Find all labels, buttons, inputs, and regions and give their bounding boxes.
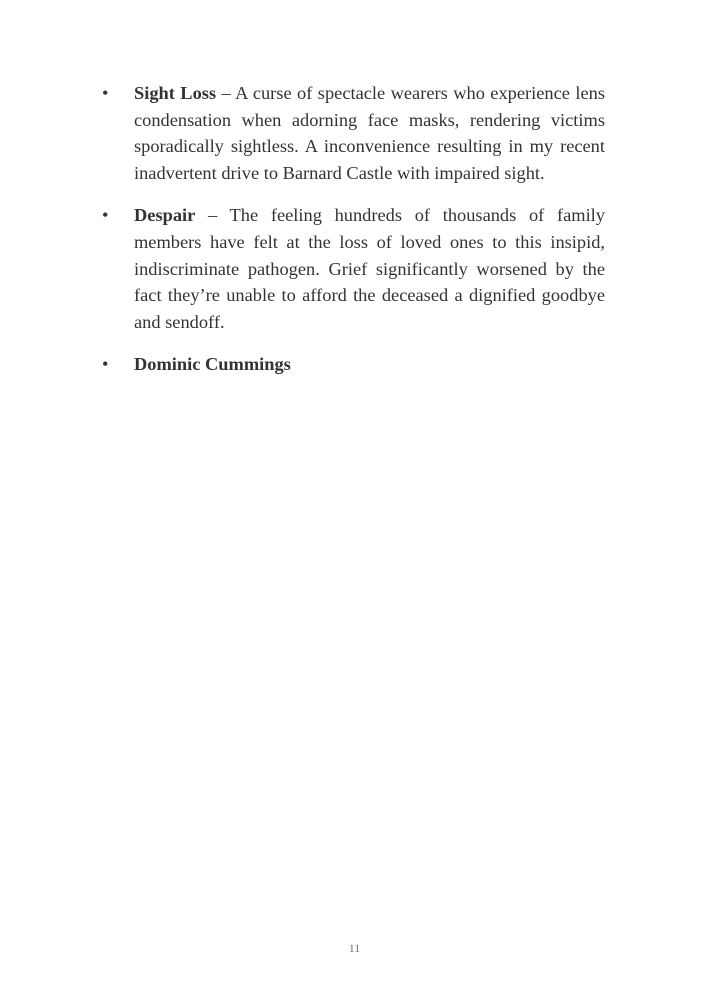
definition-text: – A curse of spectacle wearers who experience lens condensation when adorning face masks, rendering victims sporadically sightless. A inconvenience resulting in my recent inadvertent drive to Barnard Castle with impaired sight. — [134, 83, 605, 183]
list-item — [102, 80, 605, 186]
list-item — [102, 202, 605, 335]
definition-text: – The feeling hundreds of thousands of family members have felt at the loss of loved ones to this insipid, indiscriminate pathogen. Grief significantly worsened by the fact they’re unable to afford the deceased a dignified goodbye and sendoff. — [134, 205, 605, 332]
term-sight-loss: Sight Loss — [134, 83, 217, 103]
page-number: 11 — [348, 941, 361, 955]
term-dominic-cummings: Dominic Cummings — [134, 354, 291, 375]
bullet-icon: • — [102, 83, 109, 103]
term-despair: Despair — [134, 205, 196, 226]
bullet-icon: • — [102, 354, 109, 375]
list-item — [102, 351, 605, 378]
bullet-icon: • — [102, 205, 109, 226]
definition-list — [102, 80, 605, 394]
